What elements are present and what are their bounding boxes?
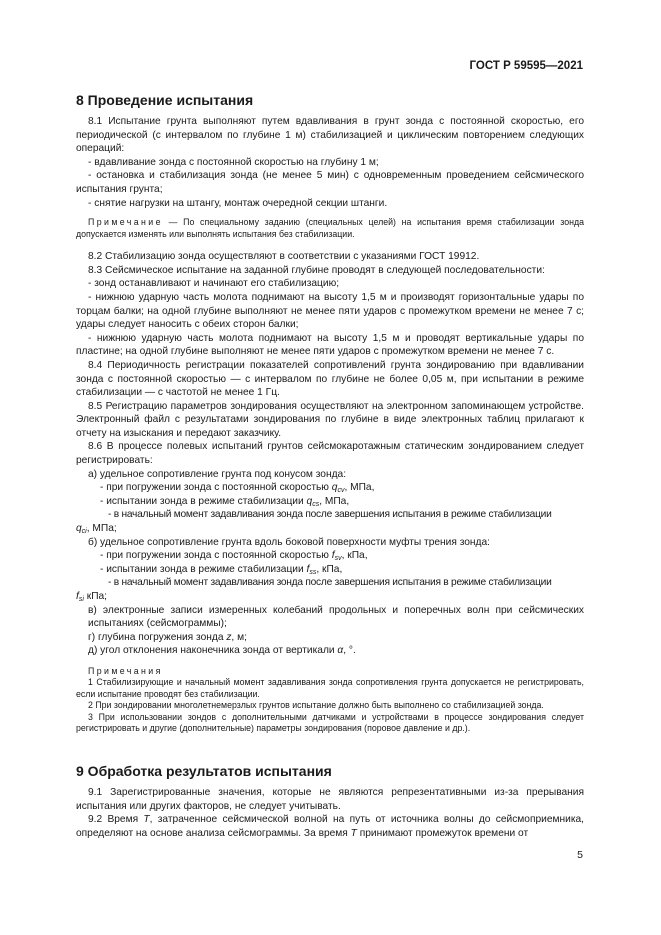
note-label: Примечание [88,217,163,228]
list-item: - остановка и стабилизация зонда (не менее 5 мин) с одновременным проведением сейсмического испытания грунта; [76,170,584,195]
document-id-header: ГОСТ Р 59595—2021 [469,60,583,72]
item-b: б) удельное сопротивление грунта вдоль боковой поверхности муфты трения зонда: [88,536,490,548]
paragraph-9-1: 9.1 Зарегистрированные значения, которые не являются репрезентативными из-за прерывания испытания или других факторов, не следует учитывать. [76,787,584,812]
list-item: - снятие нагрузки на штангу, монтаж очередной секции штанги. [88,197,388,209]
section-8-body [76,115,584,735]
list-item: - нижнюю ударную часть молота поднимают на высоту 1,5 м и проводят вертикальные удары по пластине; на одной глубине выполняют не менее пяти ударов с промежутком времени не менее 7 с. [76,332,584,358]
section-9-title: 9 Обработка результатов испытания [76,763,332,779]
item-b-1: - при погружении зонда с постоянной скоростью $f_{sv}$, кПа, [100,550,368,563]
paragraph-8-4: 8.4 Периодичность регистрации показателей сопротивлений грунта зондированию при вдавливании зонда с постоянной скоростью — с интервалом по глубине не более 0,05 м, при испытании в режиме стабилизации — с частотой не менее 1 Гц. [76,359,584,399]
item-b-2: - испытании зонда в режиме стабилизации $f_{ss}$, кПа, [100,563,343,576]
page-number: 5 [577,849,583,861]
paragraph-8-6: 8.6 В процессе полевых испытаний грунтов сейсмокаротажным статическим зондированием следует регистрировать: [76,441,584,467]
section-9-body [76,786,584,840]
item-b-3-unit: $f_{si}$ кПа; [76,591,108,603]
paragraph-9-2: 9.2 Время T, затраченное сейсмической волной на путь от источника волны до сейсмоприемника, определяют на основе анализа сейсмограммы. За время T принимают промежуток времени от [76,814,584,839]
notes-label: Примечания [88,665,163,676]
note-text: — По специальному заданию (специальных целей) на испытания время стабилизации зонда допускается изменять или выполнять испытания без стабилизации. [76,217,584,239]
item-v: в) электронные записи измеренных колебаний продольных и поперечных волн при сейсмических испытаниях (сейсмограммы); [88,604,584,630]
item-a-2: - испытании зонда в режиме стабилизации $q_{cs}$, МПа, [100,495,350,508]
section-8-title: 8 Проведение испытания [76,92,254,108]
item-d: д) угол отклонения наконечника зонда от вертикали α, °. [88,645,356,657]
note-1: 1 Стабилизирующие и начальный момент задавливания зонда сопротивления грунта допускается не регистрировать, если испытание проводят без стабилизации. [76,677,584,699]
note-3: 3 При использовании зондов с дополнительными датчиками и устройствами в процессе зондирования следует регистрировать и другие (дополнительные) параметры зондирования (поровое давление и др.). [76,711,584,734]
list-item: - зонд останавливают и начинают его стабилизацию; [88,278,340,290]
note-8-1 [76,217,584,240]
paragraph-8-3: 8.3 Сейсмическое испытание на заданной глубине проводят в следующей последовательности: [88,264,545,276]
paragraph-8-1: 8.1 Испытание грунта выполняют путем вдавливания в грунт зонда с постоянной скоростью, его периодической (с интервалом по глубине 1 м) стабилизацией и циклическим повторением следующих операций: [76,116,584,155]
item-a-3-unit: $q_{ci}$, МПа; [76,523,117,536]
item-a: а) удельное сопротивление грунта под конусом зонда: [88,468,347,480]
list-item: - вдавливание зонда с постоянной скоростью на глубину 1 м; [88,156,379,168]
item-a-3: - в начальный момент задавливания зонда после завершения испытания в режиме стабилизации [108,509,552,521]
list-item: - нижнюю ударную часть молота поднимают на высоту 1,5 м и производят горизонтальные удары по торцам балки; на одной глубине выполняют не менее пяти ударов с промежутком времени не менее 7 с; удары следует наносить с обеих сторон балки; [76,291,584,331]
note-2: 2 При зондировании многолетнемерзлых грунтов испытание должно быть выполнено со стабилизацией зонда. [88,700,544,711]
item-a-1: - при погружении зонда с постоянной скоростью $q_{cv}$, МПа, [100,482,375,495]
item-g: г) глубина погружения зонда z, м; [88,631,247,643]
paragraph-8-5: 8.5 Регистрацию параметров зондирования осуществляют на электронном запоминающем устройстве. Электронный файл с результатами зондирования по глубине в виде электронных таблиц прилагают к отчету на изыскания и передают заказчику. [76,400,584,439]
paragraph-8-2: 8.2 Стабилизацию зонда осуществляют в соответствии с указаниями ГОСТ 19912. [88,251,480,263]
item-b-3: - в начальный момент задавливания зонда после завершения испытания в режиме стабилизации [108,577,552,589]
